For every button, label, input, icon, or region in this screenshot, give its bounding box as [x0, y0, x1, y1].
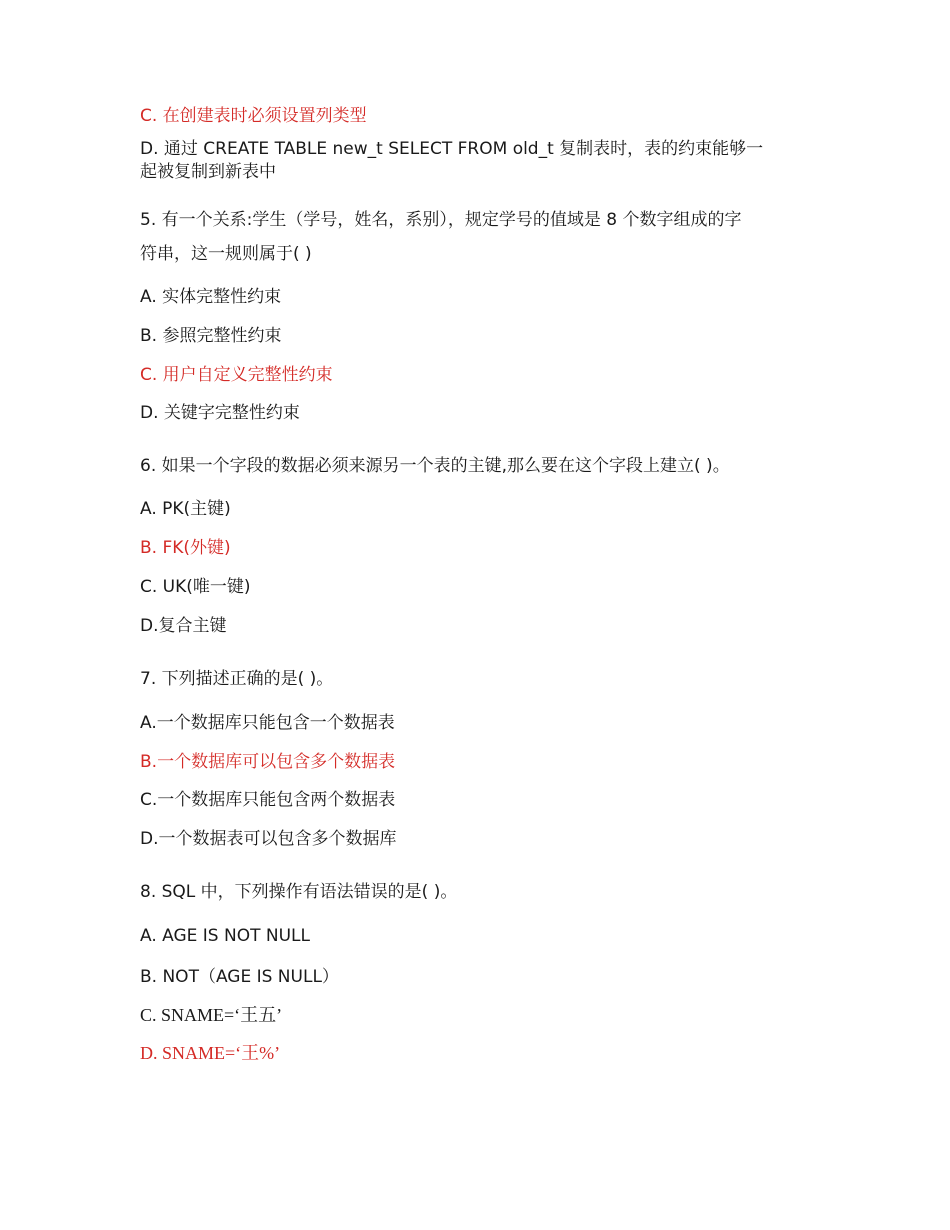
q5-option-d: D. 关键字完整性约束 — [140, 403, 300, 423]
q8-question: 8. SQL 中，下列操作有语法错误的是( )。 — [140, 882, 458, 902]
q6-option-c: C. UK(唯一键) — [140, 577, 251, 597]
q8-option-a: A. AGE IS NOT NULL — [140, 926, 310, 946]
q7-option-b: B.一个数据库可以包含多个数据表 — [140, 752, 396, 772]
q5-option-a: A. 实体完整性约束 — [140, 287, 282, 307]
q8-option-d: D. SNAME=‘王%’ — [140, 1043, 281, 1063]
q8-option-c: C. SNAME=‘王五’ — [140, 1005, 283, 1025]
q7-option-d: D.一个数据表可以包含多个数据库 — [140, 829, 397, 849]
q5-question-line1: 5. 有一个关系:学生（学号，姓名，系别），规定学号的值域是 8 个数字组成的字 — [140, 210, 742, 230]
q8-option-b: B. NOT（AGE IS NULL） — [140, 967, 339, 987]
q4-option-d-line1: D. 通过 CREATE TABLE new_t SELECT FROM old_t 复制表时，表的约束能够一 — [140, 139, 764, 159]
q6-option-d: D.复合主键 — [140, 616, 227, 636]
q4-option-d-line2: 起被复制到新表中 — [140, 162, 276, 182]
q5-option-c: C. 用户自定义完整性约束 — [140, 365, 333, 385]
q6-option-b: B. FK(外键) — [140, 538, 231, 558]
q6-question: 6. 如果一个字段的数据必须来源另一个表的主键,那么要在这个字段上建立( )。 — [140, 456, 730, 476]
q5-option-b: B. 参照完整性约束 — [140, 326, 282, 346]
q4-option-c: C. 在创建表时必须设置列类型 — [140, 106, 367, 126]
q6-option-a: A. PK(主键) — [140, 499, 231, 519]
q7-question: 7. 下列描述正确的是( )。 — [140, 669, 334, 689]
q5-question-line2: 符串，这一规则属于( ) — [140, 244, 312, 264]
q7-option-c: C.一个数据库只能包含两个数据表 — [140, 790, 396, 810]
q7-option-a: A.一个数据库只能包含一个数据表 — [140, 713, 395, 733]
